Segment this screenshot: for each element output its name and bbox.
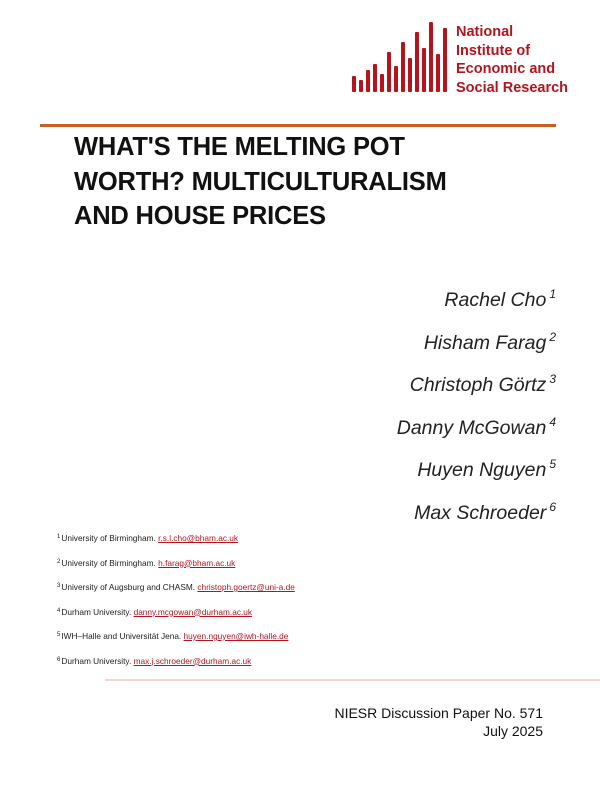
affiliation-mark: 1 <box>57 534 61 540</box>
footer-divider <box>105 679 600 681</box>
affiliation-mark: 4 <box>57 607 61 614</box>
affiliation-text: Durham University. <box>61 655 134 666</box>
author <box>397 446 556 489</box>
logo-bars-graphic <box>350 20 450 100</box>
author <box>397 276 556 319</box>
author-name: Danny McGowan <box>396 416 547 439</box>
email-link[interactable]: r.s.l.cho@bham.ac.uk <box>158 533 239 543</box>
discussion-paper-number: NIESR Discussion Paper No. 571 <box>334 705 543 721</box>
affiliation-mark: 3 <box>57 583 61 589</box>
author <box>397 489 556 532</box>
niesr-logo <box>350 20 580 100</box>
author-footnote-mark: 6 <box>549 499 556 514</box>
affiliation-mark: 2 <box>57 558 61 565</box>
author-footnote-mark: 4 <box>549 414 556 429</box>
affiliation-text: University of Birmingham. <box>61 557 159 568</box>
author-name: Huyen Nguyen <box>417 459 547 481</box>
logo-line: National <box>456 24 514 40</box>
title-line: AND HOUSE PRICES <box>74 202 326 230</box>
affiliation-mark: 5 <box>57 632 61 638</box>
author <box>397 361 556 404</box>
author <box>397 319 556 362</box>
affiliation-item <box>57 649 295 674</box>
email-link[interactable]: huyen.nguyen@iwh-halle.de <box>183 631 289 641</box>
email-link[interactable]: christoph.goertz@uni-a.de <box>197 582 295 592</box>
author-footnote-mark: 2 <box>549 329 556 344</box>
author <box>397 404 556 447</box>
affiliation-text: Durham University. <box>61 606 134 617</box>
author-list <box>397 276 556 531</box>
affiliation-item <box>57 526 295 551</box>
paper-series-info <box>334 704 543 740</box>
email-link[interactable]: h.farag@bham.ac.uk <box>158 557 236 568</box>
publication-date: July 2025 <box>483 723 543 739</box>
affiliation-footnotes <box>57 526 295 673</box>
author-footnote-mark: 1 <box>549 287 556 301</box>
affiliation-item <box>57 600 295 625</box>
affiliation-text: University of Augsburg and CHASM. <box>61 582 198 592</box>
affiliation-item <box>57 624 295 649</box>
affiliation-mark: 6 <box>57 656 61 663</box>
affiliation-text: IWH–Halle and Universität Jena. <box>61 631 184 641</box>
logo-wordmark <box>456 23 568 97</box>
title-line: WHAT'S THE MELTING POT <box>74 133 405 161</box>
logo-line: Economic and <box>456 61 556 77</box>
affiliation-item <box>57 551 295 576</box>
author-name: Max Schroeder <box>414 501 547 524</box>
title-divider <box>40 124 556 127</box>
paper-title <box>74 130 544 234</box>
author-name: Hisham Farag <box>423 331 547 354</box>
author-footnote-mark: 3 <box>549 372 556 386</box>
email-link[interactable]: max.j.schroeder@durham.ac.uk <box>133 655 252 666</box>
author-name: Christoph Görtz <box>409 374 547 396</box>
author-footnote-mark: 5 <box>549 457 556 471</box>
affiliation-text: University of Birmingham. <box>61 533 159 543</box>
logo-line: Institute of <box>456 42 531 59</box>
title-line: WORTH? MULTICULTURALISM <box>74 167 447 196</box>
affiliation-item <box>57 575 295 600</box>
logo-line: Social Research <box>456 79 569 96</box>
author-name: Rachel Cho <box>444 289 547 311</box>
email-link[interactable]: danny.mcgowan@durham.ac.uk <box>133 606 253 617</box>
